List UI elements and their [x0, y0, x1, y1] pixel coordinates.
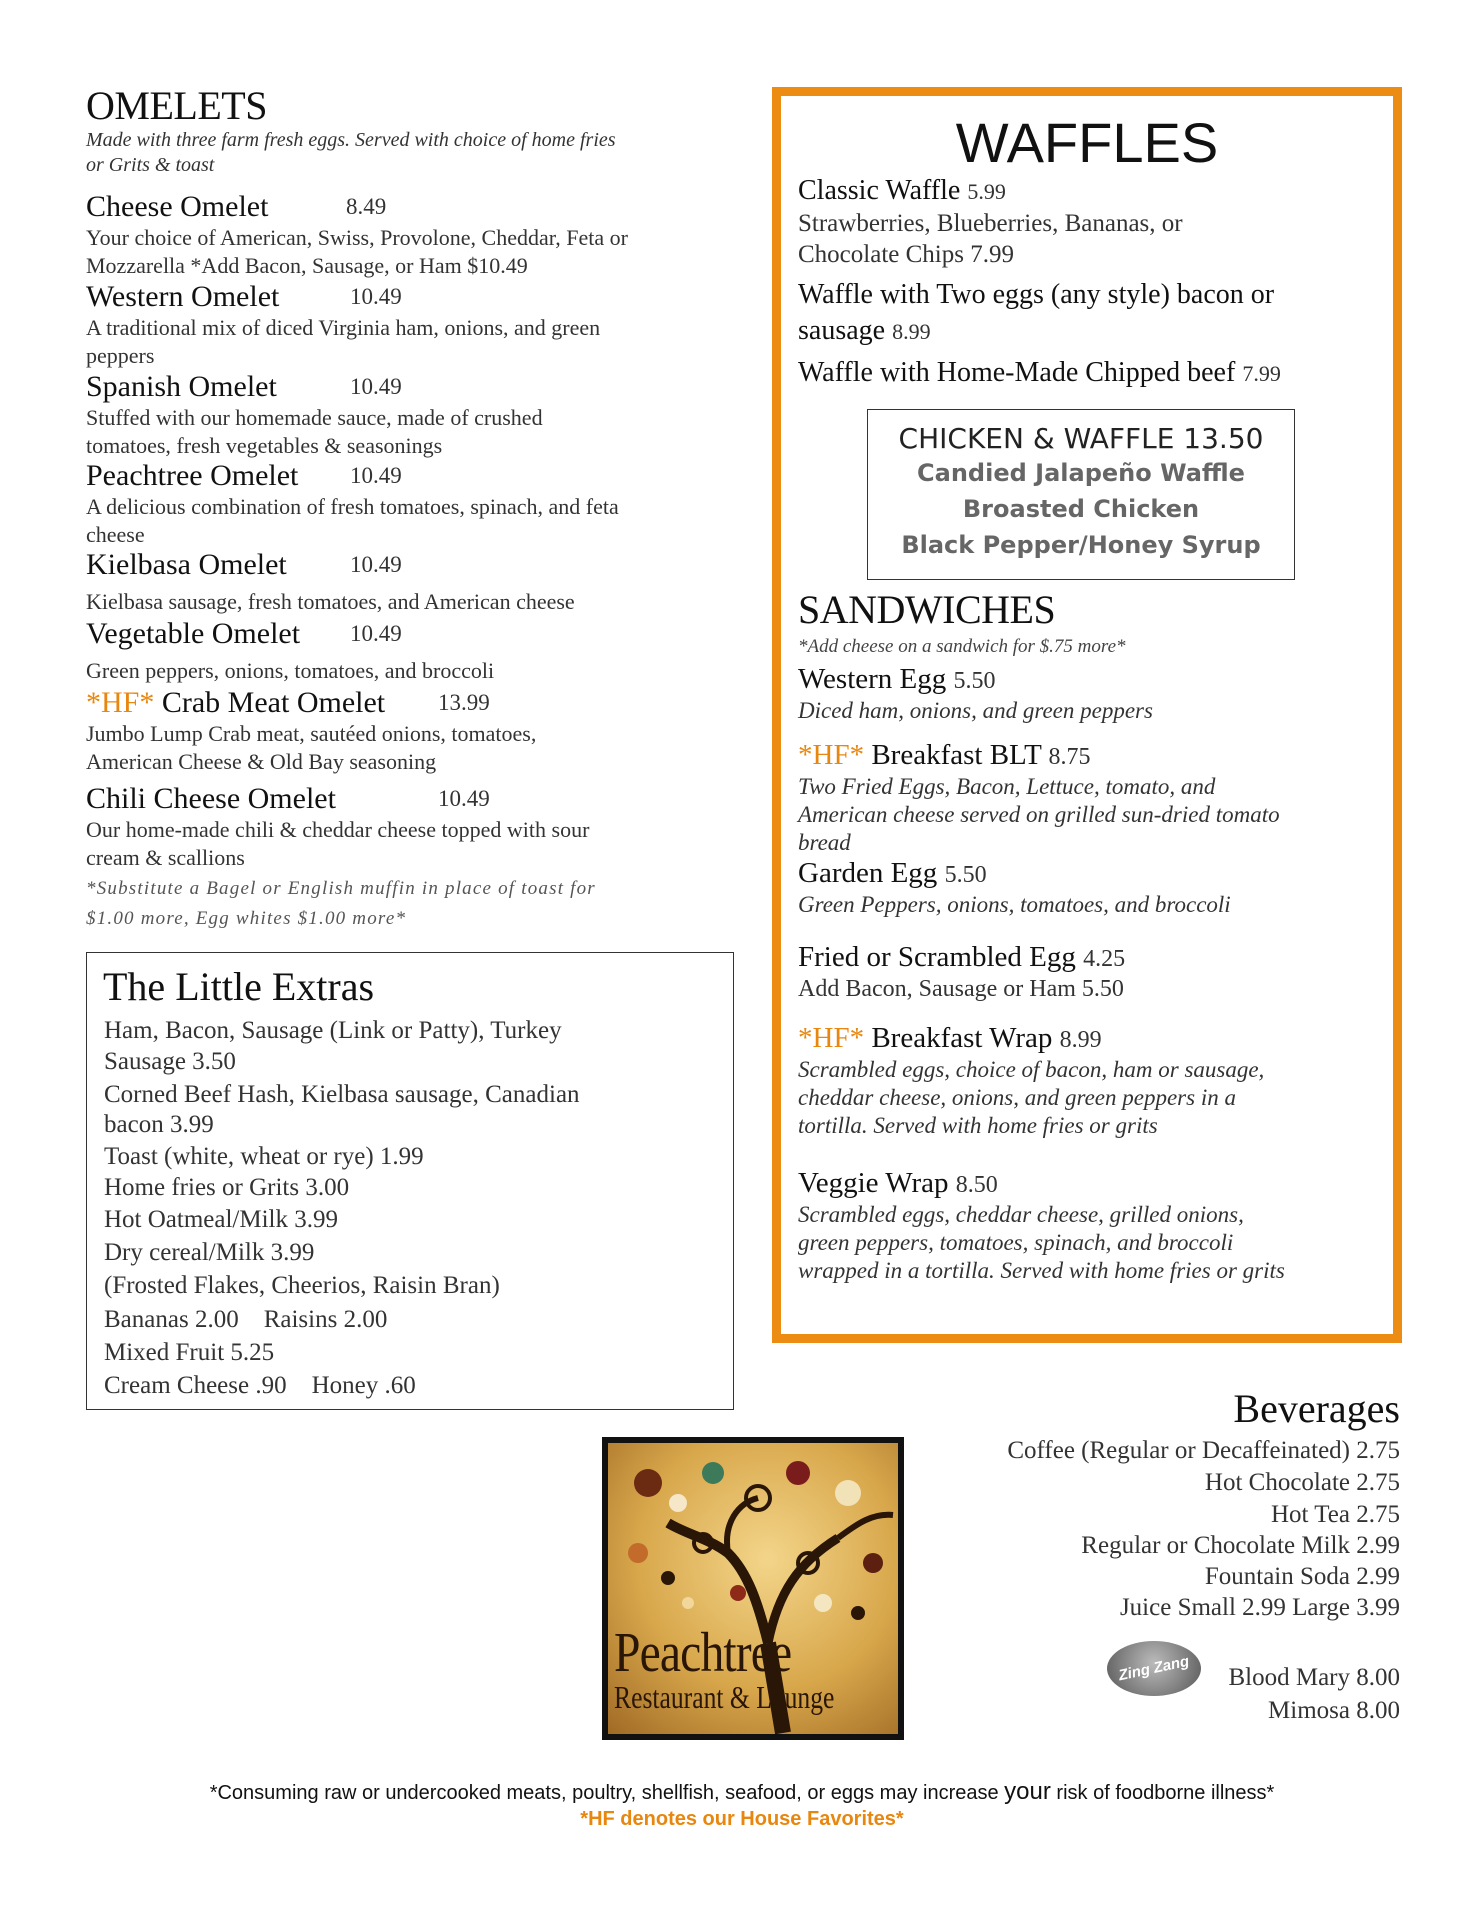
sandwich-price: 4.25	[1083, 946, 1126, 972]
logo-tagline: Restaurant & Lounge	[614, 1679, 835, 1715]
chicken-waffle-line: Black Pepper/Honey Syrup	[901, 531, 1261, 559]
omelet-price: 13.99	[438, 690, 490, 715]
beverage-item: Regular or Chocolate Milk 2.99	[1081, 1532, 1400, 1559]
beverage-item: Coffee (Regular or Decaffeinated) 2.75	[1007, 1437, 1400, 1464]
sandwich-name-text: Garden Egg	[798, 857, 938, 889]
extras-line: Sausage 3.50	[104, 1048, 236, 1075]
logo-name: Peachtree	[614, 1622, 792, 1684]
sandwich-desc: Diced ham, onions, and green peppers	[798, 698, 1153, 723]
sandwich-name-text: Breakfast Wrap	[871, 1022, 1053, 1054]
extras-line: Toast (white, wheat or rye) 1.99	[104, 1143, 424, 1170]
warning-text-your: your	[1004, 1778, 1051, 1805]
omelet-name-text: Crab Meat Omelet	[161, 686, 386, 719]
omelet-desc: tomatoes, fresh vegetables & seasonings	[86, 433, 443, 458]
omelet-price: 10.49	[350, 621, 402, 646]
omelet-desc: Mozzarella *Add Bacon, Sausage, or Ham $10.49	[86, 253, 528, 278]
restaurant-logo	[602, 1437, 904, 1740]
warning-text: risk of foodborne illness*	[1050, 1782, 1275, 1804]
sandwich-name-text: Breakfast BLT	[871, 739, 1042, 771]
waffle-price: 5.99	[967, 179, 1006, 204]
sandwich-desc: Add Bacon, Sausage or Ham 5.50	[798, 976, 1124, 1002]
omelets-title: OMELETS	[86, 83, 267, 128]
omelet-desc: A delicious combination of fresh tomatoes, spinach, and feta	[86, 494, 619, 519]
extras-line: Dry cereal/Milk 3.99	[104, 1239, 315, 1266]
omelet-desc: cheese	[86, 522, 145, 547]
omelet-price: 10.49	[350, 552, 402, 577]
waffle-name: Waffle with Home-Made Chipped beef	[798, 357, 1236, 388]
beverage-item: Hot Chocolate 2.75	[1204, 1469, 1400, 1496]
brand-badge-text: Zing Zang	[1117, 1652, 1191, 1685]
chicken-waffle-title: CHICKEN & WAFFLE 13.50	[898, 422, 1264, 455]
omelet-desc: Stuffed with our homemade sauce, made of crushed	[86, 405, 543, 430]
sandwiches-title: SANDWICHES	[798, 587, 1056, 632]
omelet-name: Chili Cheese Omelet	[86, 782, 336, 815]
chicken-waffle-line: Broasted Chicken	[962, 495, 1200, 523]
omelet-price: 10.49	[350, 284, 402, 309]
omelet-desc: Your choice of American, Swiss, Provolone, Cheddar, Feta or	[86, 225, 628, 250]
sandwich-desc: wrapped in a tortilla. Served with home fries or grits	[798, 1258, 1285, 1283]
house-favorites-note: *HF denotes our House Favorites*	[580, 1808, 904, 1830]
omelets-section	[86, 84, 756, 178]
little-extras-title: The Little Extras	[103, 964, 375, 1009]
sandwich-name	[798, 1166, 998, 1202]
waffles-title: WAFFLES	[955, 111, 1219, 174]
sandwiches-cheese-note: *Add cheese on a sandwich for $.75 more*	[798, 636, 1126, 657]
omelet-desc: A traditional mix of diced Virginia ham, onions, and green	[86, 315, 601, 340]
foodborne-illness-warning	[0, 1778, 1484, 1806]
cocktail-item: Mimosa 8.00	[1268, 1697, 1400, 1724]
omelet-name	[86, 686, 756, 720]
sandwich-desc: Green Peppers, onions, tomatoes, and broccoli	[798, 892, 1231, 917]
omelet-item	[86, 686, 756, 776]
omelet-item	[86, 548, 756, 616]
sandwich-name	[798, 662, 996, 698]
sandwich-name	[798, 738, 1091, 774]
omelet-item	[86, 190, 756, 280]
sandwich-desc: Scrambled eggs, choice of bacon, ham or sausage,	[798, 1057, 1265, 1082]
waffle-name: sausage	[798, 315, 886, 346]
little-extras-box	[86, 952, 734, 1410]
sandwich-name	[798, 856, 987, 892]
omelet-item	[86, 280, 756, 370]
note-line: *Substitute a Bagel or English muffin in place of toast for	[86, 878, 596, 899]
sandwich-price: 8.99	[1059, 1027, 1102, 1053]
omelet-desc: American Cheese & Old Bay seasoning	[86, 749, 437, 774]
sandwich-desc: bread	[798, 830, 851, 855]
omelet-desc: peppers	[86, 343, 155, 368]
sandwich-desc: Two Fried Eggs, Bacon, Lettuce, tomato, and	[798, 774, 1216, 799]
sandwich-desc: cheddar cheese, onions, and green peppers in a	[798, 1085, 1236, 1110]
omelet-name: Cheese Omelet	[86, 190, 269, 223]
extras-line: Hot Oatmeal/Milk 3.99	[104, 1206, 338, 1233]
beverages-title: Beverages	[1233, 1386, 1400, 1431]
omelet-desc: cream & scallions	[86, 845, 245, 870]
sandwich-name	[798, 940, 1125, 976]
omelet-desc: Our home-made chili & cheddar cheese topped with sour	[86, 817, 590, 842]
logo-artwork	[608, 1443, 898, 1734]
omelet-name: Spanish Omelet	[86, 370, 277, 403]
sandwich-name	[798, 1021, 1102, 1057]
omelet-price: 8.49	[346, 194, 387, 219]
waffle-desc: Strawberries, Blueberries, Bananas, or	[798, 210, 1183, 237]
sandwich-desc: green peppers, tomatoes, spinach, and broccoli	[798, 1230, 1234, 1255]
omelets-substitution-note	[86, 874, 766, 934]
sandwich-desc: American cheese served on grilled sun-dried tomato	[798, 802, 1280, 827]
waffle-item-classic	[798, 174, 1006, 209]
omelet-desc: Kielbasa sausage, fresh tomatoes, and American cheese	[86, 589, 575, 614]
house-favorite-tag: *HF*	[798, 739, 865, 771]
omelet-price: 10.49	[350, 374, 402, 399]
sandwich-price: 5.50	[944, 862, 987, 888]
omelet-item	[86, 782, 756, 872]
omelet-item	[86, 459, 756, 549]
house-favorite-tag: *HF*	[798, 1022, 865, 1054]
omelet-price: 10.49	[350, 463, 402, 488]
house-favorite-tag: *HF*	[86, 686, 155, 719]
extras-line: Mixed Fruit 5.25	[104, 1339, 275, 1366]
cocktail-item: Blood Mary 8.00	[1228, 1664, 1400, 1691]
omelets-subtitle-line: Made with three farm fresh eggs. Served with choice of home fries	[86, 129, 616, 151]
extras-line: Cream Cheese .90 Honey .60	[104, 1372, 416, 1399]
beverage-item: Fountain Soda 2.99	[1204, 1563, 1400, 1590]
warning-text: *Consuming raw or undercooked meats, poultry, shellfish, seafood, or eggs may increase	[209, 1782, 1005, 1804]
note-line: $1.00 more, Egg whites $1.00 more*	[86, 908, 407, 929]
omelet-desc: Green peppers, onions, tomatoes, and broccoli	[86, 658, 495, 683]
omelet-price: 10.49	[438, 786, 490, 811]
beverage-item: Juice Small 2.99 Large 3.99	[1119, 1594, 1400, 1621]
waffle-item-chipped-beef	[798, 356, 1281, 391]
omelet-name: Kielbasa Omelet	[86, 548, 287, 581]
sandwich-name-text: Veggie Wrap	[798, 1167, 949, 1199]
extras-line: Bananas 2.00 Raisins 2.00	[104, 1306, 388, 1333]
extras-line: Ham, Bacon, Sausage (Link or Patty), Turkey	[104, 1017, 562, 1044]
waffle-item-two-eggs: Waffle with Two eggs (any style) bacon or	[798, 279, 1275, 310]
omelets-subtitle-line: or Grits & toast	[86, 154, 215, 176]
omelet-item	[86, 370, 756, 460]
zing-zang-logo-icon	[1107, 1641, 1201, 1696]
omelet-name: Western Omelet	[86, 280, 280, 313]
chicken-and-waffle-box	[867, 409, 1295, 580]
sandwich-name-text: Fried or Scrambled Egg	[798, 941, 1076, 973]
waffle-desc: Chocolate Chips 7.99	[798, 241, 1014, 268]
waffle-name: Classic Waffle	[798, 175, 961, 206]
omelet-name: Vegetable Omelet	[86, 617, 301, 650]
sandwich-desc: tortilla. Served with home fries or grits	[798, 1113, 1158, 1138]
extras-line: bacon 3.99	[104, 1111, 214, 1138]
waffle-price: 8.99	[892, 319, 931, 344]
sandwich-name-text: Western Egg	[798, 663, 947, 695]
sandwich-price: 8.75	[1048, 744, 1091, 770]
sandwich-desc: Scrambled eggs, cheddar cheese, grilled onions,	[798, 1202, 1244, 1227]
omelet-item	[86, 617, 756, 685]
extras-line: Corned Beef Hash, Kielbasa sausage, Canadian	[104, 1081, 580, 1108]
sandwich-price: 8.50	[955, 1172, 998, 1198]
extras-line: Home fries or Grits 3.00	[104, 1174, 350, 1201]
sandwich-price: 5.50	[953, 668, 996, 694]
waffle-item-two-eggs-cont	[798, 314, 931, 349]
chicken-waffle-line: Candied Jalapeño Waffle	[917, 459, 1245, 487]
beverage-item: Hot Tea 2.75	[1270, 1501, 1400, 1528]
omelets-subtitle	[86, 128, 756, 178]
extras-line: (Frosted Flakes, Cheerios, Raisin Bran)	[104, 1272, 500, 1299]
waffle-price: 7.99	[1242, 361, 1281, 386]
omelet-name: Peachtree Omelet	[86, 459, 299, 492]
omelet-desc: Jumbo Lump Crab meat, sautéed onions, tomatoes,	[86, 721, 537, 746]
